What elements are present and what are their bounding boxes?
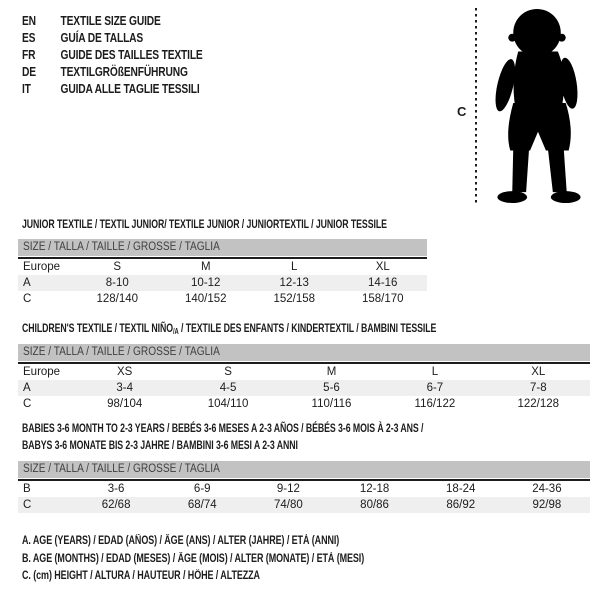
height-cell: 110/116	[311, 398, 352, 410]
language-code: DE	[22, 65, 36, 79]
age-cell: 4-5	[219, 382, 237, 394]
age-cell: 5-6	[323, 382, 340, 394]
size-header-bar	[18, 461, 590, 478]
height-cell: 74/80	[274, 499, 303, 511]
guide-title-fr: GUIDE DES TAILLES TEXTILE	[60, 48, 203, 62]
note-height-cm: C. (cm) HEIGHT / ALTURA / HAUTEUR / HÖHE / ALTEZZA	[22, 570, 260, 582]
height-cell: 158/170	[361, 293, 404, 305]
language-row-fr	[22, 47, 203, 64]
age-cell: 12-13	[279, 277, 309, 289]
language-row-it	[22, 81, 203, 98]
height-cell: 128/140	[96, 293, 139, 305]
height-row	[18, 497, 590, 513]
height-cell: 104/110	[207, 398, 249, 410]
height-cell: 116/122	[414, 398, 456, 410]
height-cell: 122/128	[517, 398, 560, 410]
guide-title-es: GUÍA DE TALLAS	[60, 31, 144, 45]
size-cell: S	[113, 261, 122, 273]
size-cell: XS	[117, 366, 133, 378]
size-header-text: SIZE / TALLA / TAILLE / GRÖSSE / TAGLIA	[23, 463, 220, 475]
size-cell: L	[291, 261, 298, 273]
height-cell: 152/158	[273, 293, 316, 305]
babies-size-table	[18, 461, 590, 513]
size-cell: XL	[531, 366, 546, 378]
age-cell: 12-18	[359, 483, 390, 495]
height-cell: 80/86	[360, 499, 389, 511]
language-row-es	[22, 30, 203, 47]
height-row	[18, 291, 427, 307]
size-cell: M	[326, 366, 337, 378]
children-section-title	[22, 321, 436, 336]
age-cell: 14-16	[368, 277, 398, 289]
row-label: Europe	[23, 366, 61, 378]
language-code: IT	[22, 82, 31, 96]
children-size-table	[18, 344, 590, 412]
height-row	[18, 396, 590, 412]
language-code: FR	[22, 48, 36, 62]
children-section-title-text: CHILDREN'S TEXTILE / TEXTIL NIÑO	[22, 321, 173, 335]
children-title-subscript: /A	[172, 327, 179, 336]
note-age-months: B. AGE (MONTHS) / EDAD (MESES) / ÂGE (MOIS) / ALTER (MONATE) / ETÀ (MESI)	[22, 552, 365, 565]
height-cell: 98/104	[107, 398, 143, 410]
children-section-title-text-2: / TEXTILE DES ENFANTS / KINDERTEXTIL / BAMBINI TESSILE	[178, 321, 437, 335]
height-cell: 86/92	[446, 499, 476, 511]
age-cell: 3-6	[107, 483, 125, 495]
age-cell: 24-36	[532, 483, 562, 495]
row-label: B	[23, 483, 31, 495]
guide-title-de: TEXTILGRÖßENFÜHRUNG	[60, 65, 188, 79]
row-label: A	[23, 382, 31, 394]
legend-notes	[22, 533, 461, 586]
age-cell: 18-24	[446, 483, 476, 495]
junior-table-body	[18, 257, 427, 307]
age-cell: 6-9	[193, 483, 211, 495]
age-cell: 3-4	[116, 382, 133, 394]
size-row	[18, 259, 427, 275]
height-dotted-line	[475, 8, 477, 206]
language-code: EN	[22, 14, 36, 28]
junior-section-title-text: JUNIOR TEXTILE / TEXTIL JUNIOR/ TEXTILE JUNIOR / JUNIORTEXTIL / JUNIOR TESSILE	[22, 217, 387, 231]
children-table-body	[18, 362, 590, 412]
age-cell: 8-10	[105, 277, 129, 289]
age-row	[18, 380, 590, 396]
language-row-en	[22, 13, 203, 30]
size-header-bar	[18, 239, 427, 256]
height-cell: 92/98	[532, 499, 562, 511]
row-label: Europe	[23, 261, 61, 273]
size-row	[18, 364, 590, 380]
size-cell: XL	[375, 261, 390, 273]
language-title-list	[22, 13, 242, 98]
baby-silhouette-icon	[487, 6, 588, 206]
size-header-bar	[18, 344, 590, 361]
age-cell: 7-8	[529, 382, 547, 394]
guide-title-it: GUIDA ALLE TAGLIE TESSILI	[60, 82, 200, 96]
note-age-years: A. AGE (YEARS) / EDAD (AÑOS) / ÂGE (ANS) / ALTER (JAHRE) / ETÀ (ANNI)	[22, 535, 340, 547]
size-header-text: SIZE / TALLA / TAILLE / GRÖSSE / TAGLIA	[23, 346, 220, 358]
height-cell: 140/152	[184, 293, 227, 305]
age-cell: 6-7	[426, 382, 444, 394]
age-months-row	[18, 481, 590, 497]
row-label: A	[23, 277, 31, 289]
guide-title-en: TEXTILE SIZE GUIDE	[60, 14, 161, 28]
row-label: C	[23, 398, 32, 410]
language-code: ES	[22, 31, 36, 45]
babies-section-title-line2: BABYS 3-6 MONATE BIS 2-3 JAHRE / BAMBINI 3-6 MESI A 2-3 ANNI	[22, 438, 298, 452]
row-label: C	[23, 499, 32, 511]
junior-size-table	[18, 239, 427, 307]
babies-section-title	[22, 420, 423, 454]
age-cell: 10-12	[191, 277, 221, 289]
height-cell: 62/68	[101, 499, 131, 511]
babies-section-title-line1: BABIES 3-6 MONTH TO 2-3 YEARS / BEBÉS 3-6 MESES A 2-3 AÑOS / BÉBÉS 3-6 MOIS À 2-3 ANS /	[22, 421, 424, 435]
size-cell: L	[431, 366, 439, 378]
junior-section-title	[22, 217, 387, 231]
size-header-text: SIZE / TALLA / TAILLE / GRÖSSE / TAGLIA	[23, 241, 220, 253]
height-measure-label: C	[457, 104, 467, 119]
age-cell: 9-12	[276, 483, 300, 495]
size-cell: S	[224, 366, 232, 378]
age-row	[18, 275, 427, 291]
language-row-de	[22, 64, 203, 81]
row-label: C	[23, 293, 32, 305]
height-cell: 68/74	[187, 499, 217, 511]
size-cell: M	[200, 261, 211, 273]
babies-table-body	[18, 479, 590, 513]
